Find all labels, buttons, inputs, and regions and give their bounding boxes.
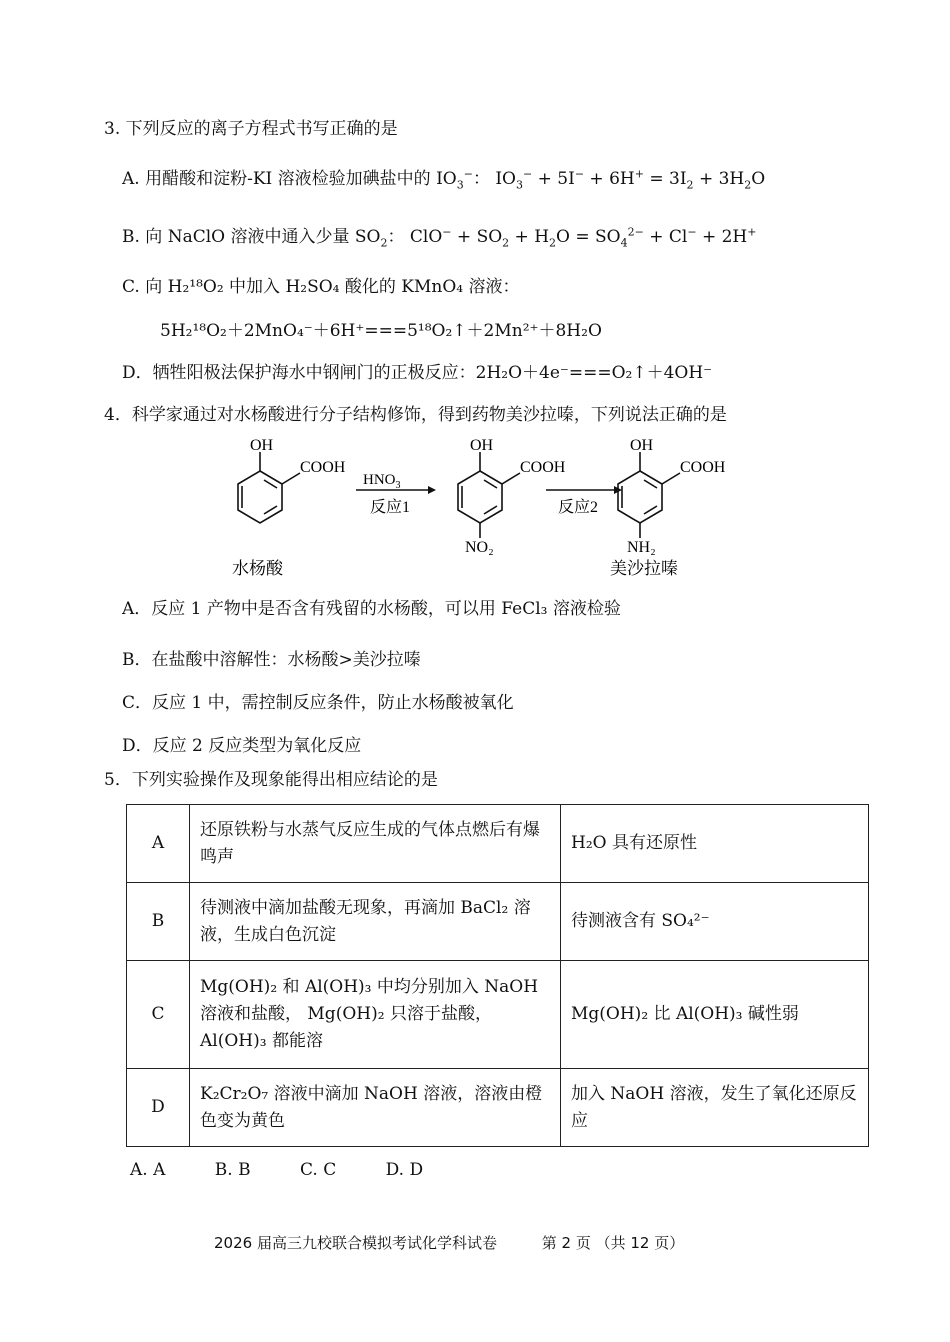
q3-option-d: D．牺牲阳极法保护海水中钢闸门的正极反应：2H₂O＋4e⁻===O₂↑＋4OH⁻ [122,363,713,383]
table-row [127,805,869,883]
row-conclusion: 加入 NaOH 溶液，发生了氧化还原反应 [561,1069,869,1147]
q3-option-a: A. 用醋酸和淀粉-KI 溶液检验加碘盐中的 $IO_3^-$： $IO_3^- + 5I^- + 6H^+ = 3I_2 + 3H_2O$ [122,167,766,192]
arrow2-label: 反应2 [558,499,599,516]
row-label: A [127,805,190,883]
choice-b: B. B [214,1160,251,1180]
mesalazine-oh-label: OH [630,437,654,454]
intermediate-no2-label: NO₂ [465,539,494,556]
q5-stem: 5．下列实验操作及现象能得出相应结论的是 [104,770,438,790]
row-label: D [127,1069,190,1147]
mesalazine-name: 美沙拉嗪 [610,559,678,578]
q4-option-c: C．反应 1 中，需控制反应条件，防止水杨酸被氧化 [122,693,514,713]
q5-answer-choices [130,1160,467,1180]
salicylic-acid-name: 水杨酸 [232,559,283,578]
salicylic-cooh-label: COOH [300,459,346,476]
q3-option-b-formula: $SO_2$： $ClO^- + SO_2 + H_2O = SO_4^{2-} + Cl^- + 2H^+$ [354,225,757,250]
row-operation: 还原铁粉与水蒸气反应生成的气体点燃后有爆鸣声 [190,805,561,883]
footer-page-number: 第 2 页 （共 12 页） [541,1234,685,1252]
row-label: C [127,961,190,1069]
mesalazine-cooh-label: COOH [680,459,726,476]
salicylic-acid-structure [238,452,300,523]
row-conclusion: 待测液含有 SO₄²⁻ [561,883,869,961]
table-row [127,883,869,961]
experiment-table [126,804,869,1147]
row-conclusion: Mg(OH)₂ 比 Al(OH)₃ 碱性弱 [561,961,869,1069]
footer-title: 2026 届高三九校联合模拟考试化学科试卷 [214,1234,497,1252]
mesalazine-structure [618,452,680,538]
choice-c: C. C [299,1160,337,1180]
page-footer [214,1232,684,1253]
q3-option-c: C. 向 H₂¹⁸O₂ 中加入 H₂SO₄ 酸化的 KMnO₄ 溶液： [122,277,520,297]
row-conclusion: H₂O 具有还原性 [561,805,869,883]
arrow1-label: 反应1 [370,499,411,516]
mesalazine-nh2-label: NH₂ [627,539,656,556]
table-row [127,961,869,1069]
row-label: B [127,883,190,961]
q4-option-b: B．在盐酸中溶解性：水杨酸>美沙拉嗪 [122,650,421,670]
q3-option-b: B. 向 NaClO 溶液中通入少量 $SO_2$： $ClO^- + SO_2 + H_2O = SO_4^{2-} + Cl^- + 2H^+$ [122,225,757,250]
row-operation: 待测液中滴加盐酸无现象，再滴加 BaCl₂ 溶液，生成白色沉淀 [190,883,561,961]
intermediate-oh-label: OH [470,437,494,454]
intermediate-cooh-label: COOH [520,459,566,476]
row-operation: Mg(OH)₂ 和 Al(OH)₃ 中均分别加入 NaOH 溶液和盐酸， Mg(OH)₂ 只溶于盐酸， Al(OH)₃ 都能溶 [190,961,561,1069]
q3-option-a-formula: $IO_3^-$： $IO_3^- + 5I^- + 6H^+ = 3I_2 + 3H_2O$ [436,167,766,192]
choice-d: D. D [385,1160,424,1180]
salicylic-oh-label: OH [250,437,274,454]
q4-option-d: D．反应 2 反应类型为氧化反应 [122,736,362,756]
reaction-scheme [220,430,780,580]
reagent-hno3: $HNO_3$ [363,472,401,491]
nitrosalicylic-acid-structure [458,452,520,538]
q3-stem: 3. 下列反应的离子方程式书写正确的是 [104,119,398,139]
q4-option-a: A．反应 1 产物中是否含有残留的水杨酸，可以用 FeCl₃ 溶液检验 [122,599,621,619]
row-operation: K₂Cr₂O₇ 溶液中滴加 NaOH 溶液，溶液由橙色变为黄色 [190,1069,561,1147]
table-row [127,1069,869,1147]
choice-a: A. A [130,1160,166,1180]
q3-option-c-equation: 5H₂¹⁸O₂＋2MnO₄⁻＋6H⁺===5¹⁸O₂↑＋2Mn²⁺＋8H₂O [160,321,602,341]
q4-stem: 4．科学家通过对水杨酸进行分子结构修饰，得到药物美沙拉嗪，下列说法正确的是 [104,405,727,425]
